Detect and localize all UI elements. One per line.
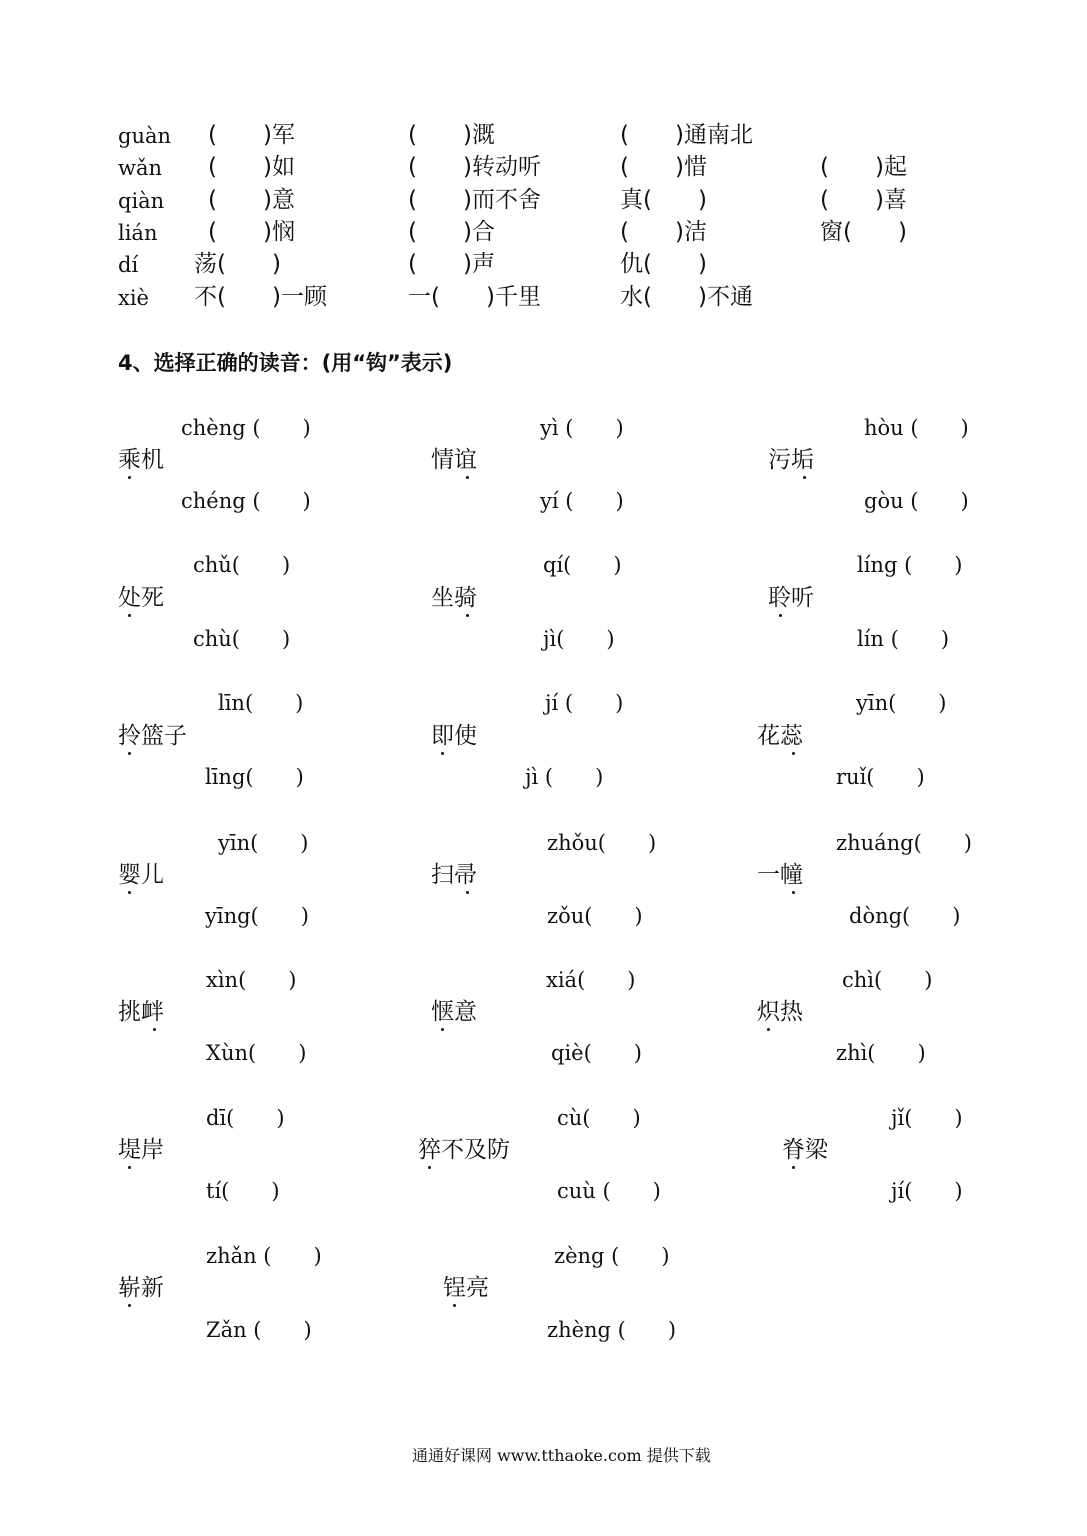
word: 处死 (118, 585, 164, 611)
fill-cell: ( )转动听 (408, 154, 541, 180)
option-bottom: tí( ) (206, 1179, 280, 1203)
word: 堤岸 (118, 1137, 164, 1163)
word: 惬意 (431, 999, 477, 1025)
option-top: xiá( ) (546, 968, 636, 992)
option-bottom: jí( ) (891, 1179, 963, 1203)
word: 挑衅 (118, 999, 164, 1025)
word: 崭新 (118, 1275, 164, 1301)
option-bottom: qiè( ) (551, 1041, 642, 1065)
word: 锃亮 (443, 1275, 489, 1301)
word: 婴儿 (118, 862, 164, 888)
option-top: zhǎn ( ) (206, 1244, 322, 1268)
emphasis-dot (128, 752, 131, 755)
fill-cell: 窗( ) (820, 219, 907, 245)
option-bottom: Xùn( ) (206, 1041, 307, 1065)
option-bottom: jì( ) (543, 627, 615, 651)
fill-cell: ( )溉 (408, 122, 495, 148)
word: 污垢 (768, 447, 814, 473)
emphasis-dot (153, 1028, 156, 1031)
fill-row-pinyin: dí (118, 253, 139, 277)
section-title: 4、选择正确的读音：(用“钩”表示) (118, 351, 453, 375)
option-top: zèng ( ) (554, 1244, 670, 1268)
option-bottom: dòng( ) (849, 904, 961, 928)
option-bottom: zhì( ) (836, 1041, 926, 1065)
option-top: chì( ) (842, 968, 933, 992)
emphasis-dot (128, 614, 131, 617)
option-bottom: jì ( ) (525, 765, 604, 789)
option-bottom: chù( ) (193, 627, 291, 651)
option-bottom: cuù ( ) (557, 1179, 661, 1203)
fill-cell: ( )喜 (820, 187, 907, 213)
fill-cell: ( )悯 (208, 219, 295, 245)
emphasis-dot (466, 891, 469, 894)
fill-cell: ( )惜 (620, 154, 707, 180)
fill-cell: ( )起 (820, 154, 907, 180)
option-bottom: ruǐ( ) (836, 765, 925, 789)
fill-row-pinyin: guàn (118, 124, 172, 148)
option-top: qí( ) (543, 553, 622, 577)
emphasis-dot (779, 614, 782, 617)
fill-row-pinyin: qiàn (118, 189, 165, 213)
emphasis-dot (466, 614, 469, 617)
option-top: dī( ) (206, 1106, 285, 1130)
word: 炽热 (757, 999, 803, 1025)
option-bottom: yīng( ) (205, 904, 309, 928)
fill-row-pinyin: wǎn (118, 156, 163, 180)
option-top: cù( ) (557, 1106, 641, 1130)
word: 聆听 (768, 585, 814, 611)
fill-cell: ( )洁 (620, 219, 707, 245)
option-top: zhǒu( ) (547, 831, 657, 855)
option-top: yì ( ) (540, 416, 624, 440)
word: 即使 (431, 723, 477, 749)
option-bottom: līng( ) (205, 765, 304, 789)
emphasis-dot (428, 1166, 431, 1169)
emphasis-dot (792, 1166, 795, 1169)
emphasis-dot (792, 752, 795, 755)
emphasis-dot (466, 476, 469, 479)
emphasis-dot (441, 1028, 444, 1031)
word: 脊梁 (782, 1137, 828, 1163)
word: 扫帚 (431, 862, 477, 888)
option-top: xìn( ) (206, 968, 297, 992)
word: 拎篮子 (118, 723, 187, 749)
option-bottom: Zǎn ( ) (206, 1318, 312, 1342)
word: 花蕊 (757, 723, 803, 749)
option-bottom: chéng ( ) (181, 489, 311, 513)
fill-row-pinyin: lián (118, 221, 158, 245)
emphasis-dot (453, 1304, 456, 1307)
word: 坐骑 (431, 585, 477, 611)
option-bottom: gòu ( ) (864, 489, 969, 513)
option-top: líng ( ) (857, 553, 963, 577)
emphasis-dot (128, 891, 131, 894)
fill-cell: 真( ) (620, 187, 707, 213)
option-top: jǐ( ) (891, 1106, 963, 1130)
fill-cell: 水( )不通 (620, 284, 753, 310)
option-top: chǔ( ) (193, 553, 291, 577)
option-top: chèng ( ) (181, 416, 311, 440)
emphasis-dot (803, 476, 806, 479)
option-bottom: zhèng ( ) (547, 1318, 677, 1342)
word: 猝不及防 (418, 1137, 510, 1163)
option-top: yīn( ) (218, 831, 309, 855)
option-top: yīn( ) (856, 691, 947, 715)
fill-cell: 仇( ) (620, 251, 707, 277)
fill-cell: ( )军 (208, 122, 295, 148)
footer-text: 通通好课网 www.tthaoke.com 提供下载 (412, 1446, 711, 1465)
emphasis-dot (128, 1304, 131, 1307)
word: 一幢 (757, 862, 803, 888)
emphasis-dot (441, 752, 444, 755)
fill-cell: 荡( ) (194, 251, 281, 277)
word: 情谊 (431, 447, 477, 473)
fill-cell: ( )而不舍 (408, 187, 541, 213)
fill-cell: ( )如 (208, 154, 295, 180)
fill-cell: 不( )一顾 (194, 284, 327, 310)
option-top: zhuáng( ) (836, 831, 972, 855)
fill-cell: ( )合 (408, 219, 495, 245)
emphasis-dot (128, 476, 131, 479)
emphasis-dot (792, 891, 795, 894)
option-top: līn( ) (218, 691, 304, 715)
fill-row-pinyin: xiè (118, 286, 149, 310)
fill-cell: ( )意 (208, 187, 295, 213)
fill-cell: ( )通南北 (620, 122, 753, 148)
word: 乘机 (118, 447, 164, 473)
option-bottom: yí ( ) (540, 489, 624, 513)
option-bottom: lín ( ) (857, 627, 950, 651)
emphasis-dot (767, 1028, 770, 1031)
fill-cell: ( )声 (408, 251, 495, 277)
fill-cell: 一( )千里 (408, 284, 541, 310)
option-top: hòu ( ) (864, 416, 969, 440)
option-bottom: zǒu( ) (547, 904, 643, 928)
option-top: jí ( ) (545, 691, 624, 715)
emphasis-dot (128, 1166, 131, 1169)
